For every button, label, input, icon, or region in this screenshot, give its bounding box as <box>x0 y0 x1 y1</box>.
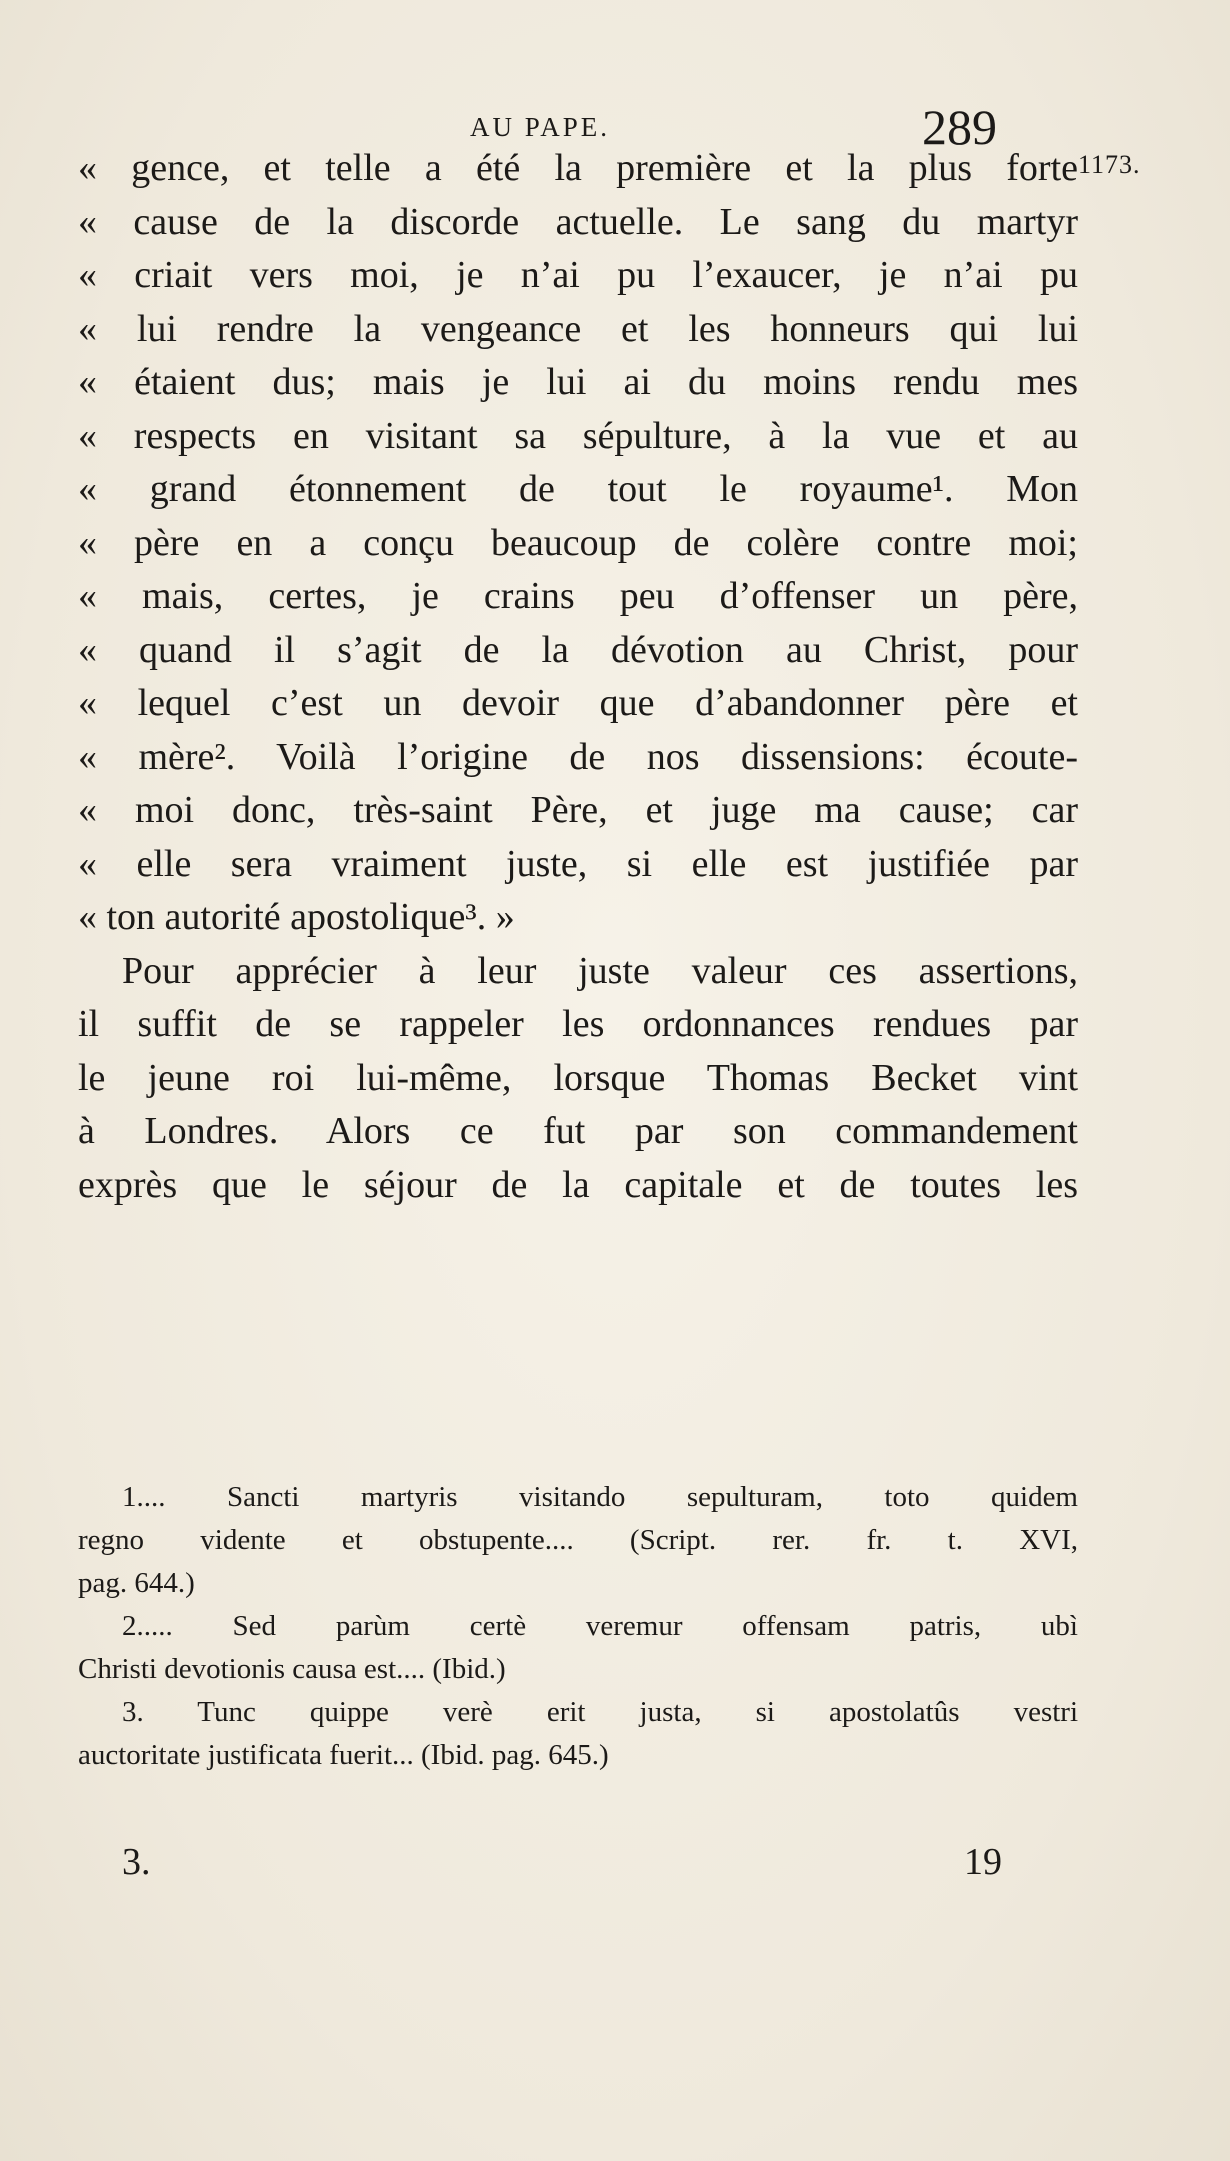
footnote-line: pag. 644.) <box>78 1567 195 1599</box>
signature-sheet: 19 <box>964 1841 1002 1883</box>
running-head: AU PAPE. <box>470 112 611 142</box>
text-line: « respects en visitant sa sépulture, à la vue et au <box>78 414 1078 457</box>
footnote-line: regno vidente et obstupente.... (Script. rer. fr. t. XVI, <box>78 1524 1078 1556</box>
text-line: « mère². Voilà l’origine de nos dissensions: écoute- <box>78 735 1078 778</box>
paragraph-start-line: Pour apprécier à leur juste valeur ces assertions, <box>122 949 1078 992</box>
footnote-line: 2..... Sed parùm certè veremur offensam patris, ubì <box>122 1610 1078 1642</box>
text-line: il suffit de se rappeler les ordonnances rendues par <box>78 1003 1078 1045</box>
text-line: « mais, certes, je crains peu d’offenser un père, <box>78 575 1078 617</box>
text-line: « moi donc, très-saint Père, et juge ma cause; car <box>78 789 1078 831</box>
text-line: « gence, et telle a été la première et la plus forte <box>78 147 1078 189</box>
body-text <box>78 142 1078 1212</box>
footnote-line: 1.... Sancti martyris visitando sepulturam, toto quidem <box>122 1481 1078 1513</box>
text-line: à Londres. Alors ce fut par son commandement <box>78 1110 1078 1152</box>
page-number: 289 <box>922 99 997 155</box>
text-line: « elle sera vraiment juste, si elle est justifiée par <box>78 842 1078 885</box>
footnote-line: auctoritate justificata fuerit... (Ibid. pag. 645.) <box>78 1739 609 1771</box>
text-line: « ton autorité apostolique³. » <box>78 896 515 938</box>
text-line: « père en a conçu beaucoup de colère contre moi; <box>78 521 1078 564</box>
margin-year-note: 1173. <box>1078 150 1141 179</box>
text-line: « étaient dus; mais je lui ai du moins rendu mes <box>78 361 1078 403</box>
footnotes <box>78 1476 1078 1777</box>
text-line: le jeune roi lui-même, lorsque Thomas Becket vint <box>78 1056 1078 1099</box>
text-line: « criait vers moi, je n’ai pu l’exaucer, je n’ai pu <box>78 254 1078 296</box>
text-line: exprès que le séjour de la capitale et de toutes les <box>78 1163 1078 1206</box>
signature-volume: 3. <box>122 1841 151 1883</box>
text-line: « lui rendre la vengeance et les honneurs qui lui <box>78 307 1078 350</box>
footnote-line: 3. Tunc quippe verè erit justa, si apostolatûs vestri <box>122 1696 1078 1728</box>
text-line: « cause de la discorde actuelle. Le sang du martyr <box>78 200 1078 243</box>
text-line: « lequel c’est un devoir que d’abandonner père et <box>78 682 1078 724</box>
text-line: « quand il s’agit de la dévotion au Christ, pour <box>78 628 1078 671</box>
printer-signature <box>122 1840 1002 1884</box>
text-line: « grand étonnement de tout le royaume¹. Mon <box>78 468 1078 510</box>
footnote-line: Christi devotionis causa est.... (Ibid.) <box>78 1653 506 1685</box>
